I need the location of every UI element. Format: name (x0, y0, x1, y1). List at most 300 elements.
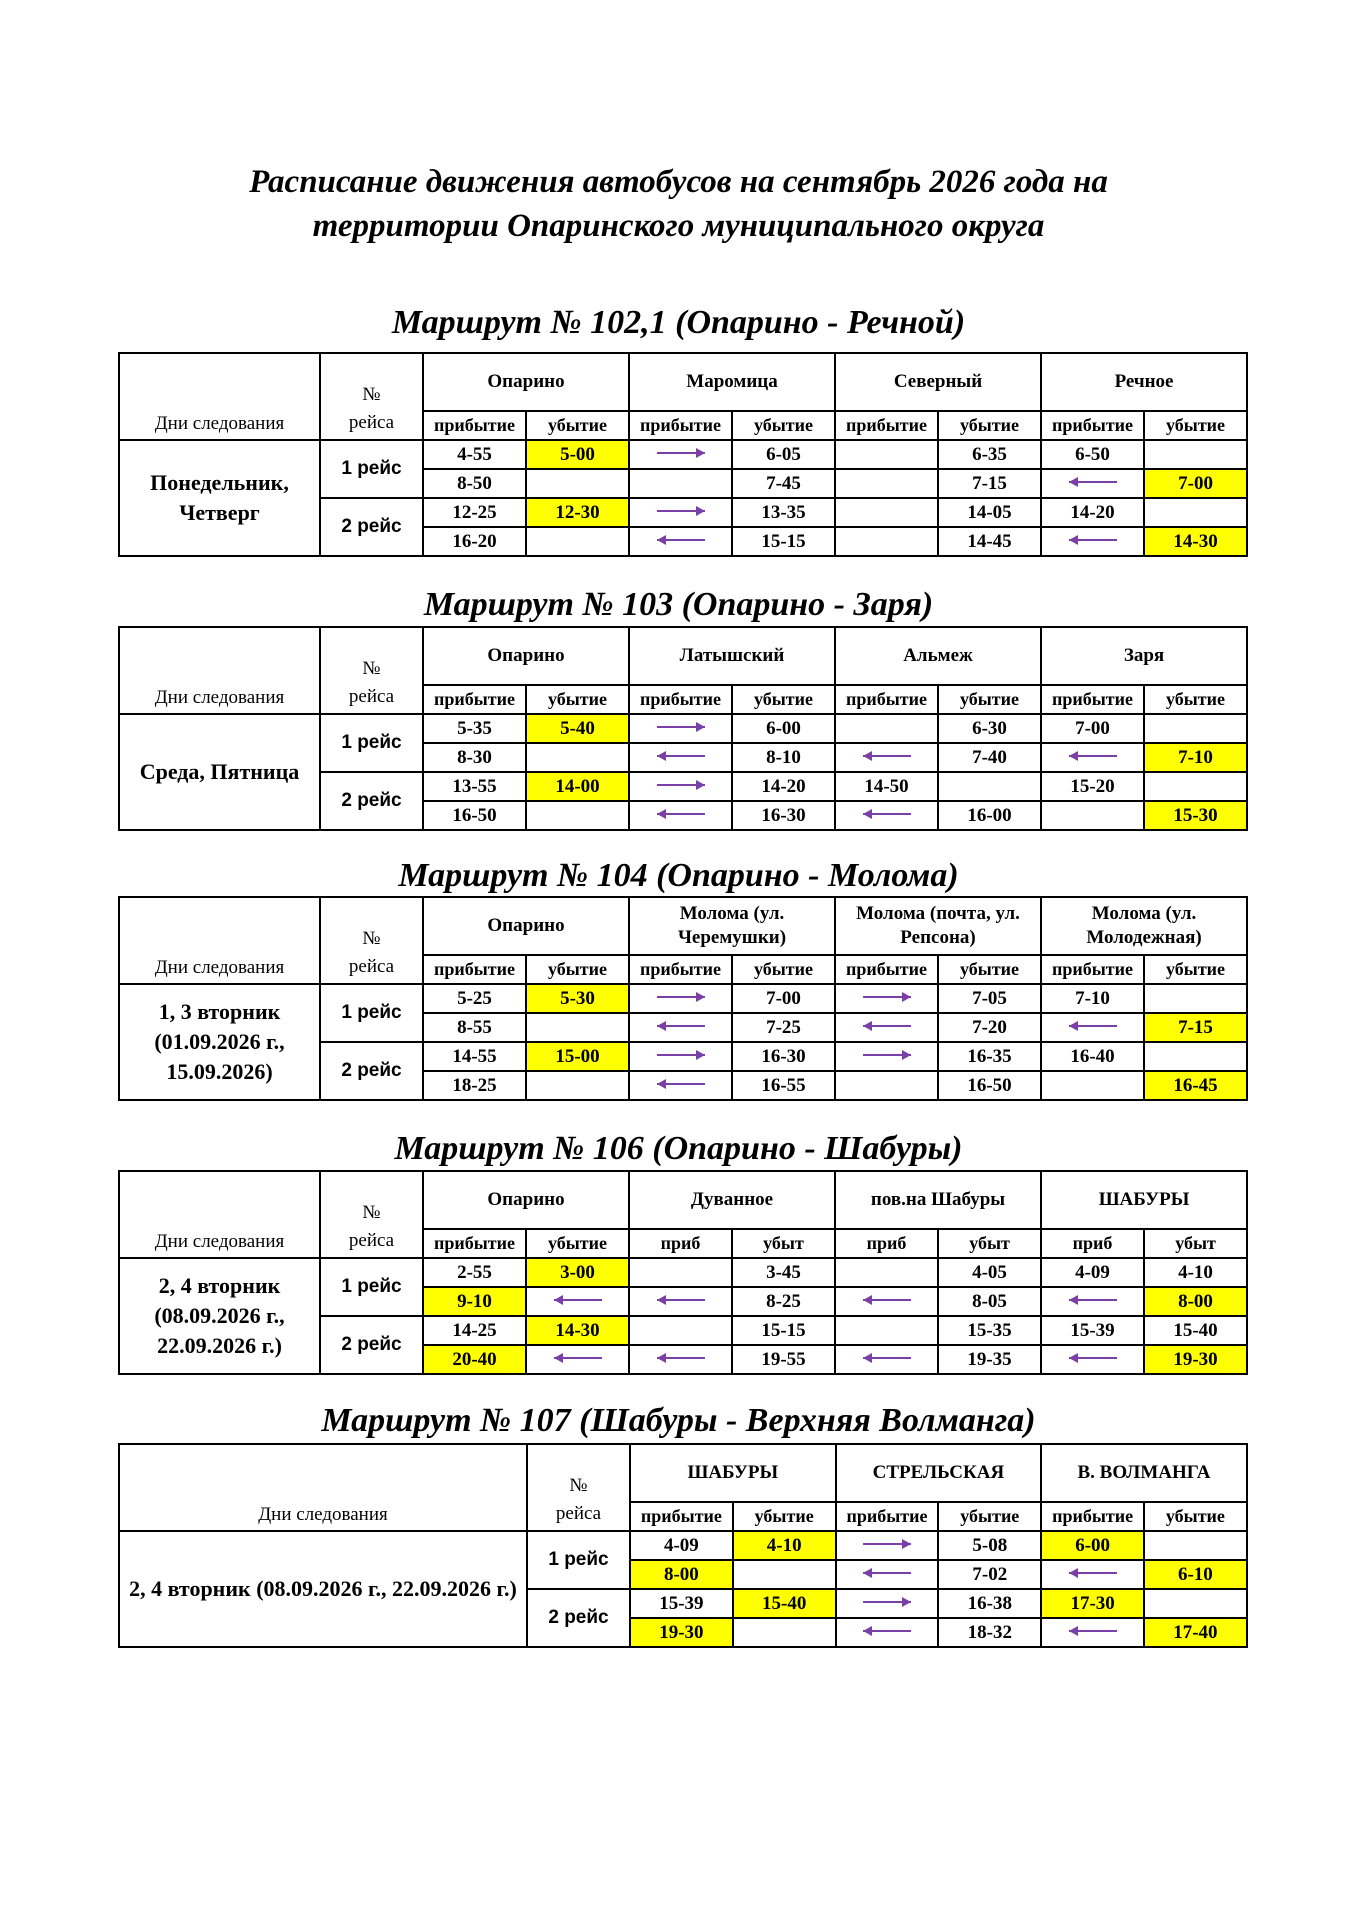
days-header: Дни следования (119, 627, 320, 714)
arrow-right-icon (859, 1048, 915, 1062)
trip-number-header (527, 1444, 630, 1531)
time-cell: 15-15 (732, 1316, 835, 1345)
arrow-left-icon (1065, 1019, 1121, 1033)
arrow-right-icon (653, 778, 709, 792)
trip-number-label: рейса (348, 686, 395, 707)
time-cell (1144, 714, 1247, 743)
time-cell: 12-25 (423, 498, 526, 527)
column-header: приб (1041, 1229, 1144, 1258)
trip-number: 2 рейс (320, 1316, 423, 1374)
column-header: убытие (732, 411, 835, 440)
column-header: убытие (526, 955, 629, 984)
time-cell: 14-30 (1144, 527, 1247, 556)
direction-arrow-cell (1041, 1345, 1144, 1374)
column-header: прибытие (629, 411, 732, 440)
direction-arrow-cell (629, 984, 732, 1013)
trip-number-label: рейса (348, 1230, 395, 1251)
time-cell (526, 1013, 629, 1042)
trip-number-label: рейса (348, 412, 395, 433)
time-cell (733, 1560, 836, 1589)
column-header: прибытие (836, 1502, 939, 1531)
time-cell (835, 1258, 938, 1287)
time-cell: 15-40 (733, 1589, 836, 1618)
schedule-table (118, 896, 1248, 1101)
trip-number-header (320, 897, 423, 984)
time-cell: 16-20 (423, 527, 526, 556)
arrow-left-icon (859, 749, 915, 763)
time-cell: 7-00 (732, 984, 835, 1013)
time-cell: 4-05 (938, 1258, 1041, 1287)
column-header: убытие (1144, 1502, 1247, 1531)
column-header: прибытие (1041, 411, 1144, 440)
column-header: убыт (938, 1229, 1041, 1258)
days-header: Дни следования (119, 353, 320, 440)
days-of-service: 2, 4 вторник (08.09.2026 г., 22.09.2026 г.) (119, 1258, 320, 1374)
stop-header: Молома (почта, ул. Репсона) (835, 897, 1041, 955)
stop-header: пов.на Шабуры (835, 1171, 1041, 1229)
route-107-table (118, 1443, 1246, 1648)
schedule-table (118, 626, 1248, 831)
time-cell: 19-30 (1144, 1345, 1247, 1374)
time-cell: 19-35 (938, 1345, 1041, 1374)
direction-arrow-cell (836, 1531, 939, 1560)
trip-number-symbol: № (362, 928, 381, 949)
column-header: убыт (732, 1229, 835, 1258)
time-cell: 5-35 (423, 714, 526, 743)
route-102-title: Маршрут № 102,1 (Опарино - Речной) (391, 304, 966, 341)
arrow-left-icon (1065, 749, 1121, 763)
header-row (119, 1171, 1247, 1229)
time-cell: 7-00 (1144, 469, 1247, 498)
route-104-table (118, 896, 1246, 1101)
column-header: убытие (733, 1502, 836, 1531)
time-cell (835, 440, 938, 469)
time-cell (629, 1258, 732, 1287)
direction-arrow-cell (835, 1345, 938, 1374)
days-header: Дни следования (119, 897, 320, 984)
route-103-table (118, 626, 1246, 831)
page-title-line-2: территории Опаринского муниципального округа (312, 208, 1045, 244)
route-104-title: Маршрут № 104 (Опарино - Молома) (398, 857, 959, 894)
arrow-right-icon (859, 1595, 915, 1609)
time-cell: 15-39 (1041, 1316, 1144, 1345)
time-cell: 7-05 (938, 984, 1041, 1013)
column-header: прибытие (1041, 1502, 1144, 1531)
time-cell: 14-20 (732, 772, 835, 801)
time-cell (526, 801, 629, 830)
stop-header: Северный (835, 353, 1041, 411)
direction-arrow-cell (835, 984, 938, 1013)
time-cell: 3-45 (732, 1258, 835, 1287)
trip-number-header (320, 353, 423, 440)
time-cell: 6-05 (732, 440, 835, 469)
direction-arrow-cell (1041, 527, 1144, 556)
time-cell: 14-00 (526, 772, 629, 801)
direction-arrow-cell (835, 743, 938, 772)
time-cell: 16-30 (732, 1042, 835, 1071)
time-cell (1144, 1042, 1247, 1071)
stop-header: Опарино (423, 1171, 629, 1229)
arrow-left-icon (653, 1293, 709, 1307)
time-cell: 7-40 (938, 743, 1041, 772)
column-header: убытие (938, 955, 1041, 984)
column-header: прибытие (629, 955, 732, 984)
arrow-left-icon (1065, 1566, 1121, 1580)
time-cell: 4-55 (423, 440, 526, 469)
header-row (119, 897, 1247, 955)
table-row (119, 1258, 1247, 1287)
route-106-title: Маршрут № 106 (Опарино - Шабуры) (394, 1130, 963, 1167)
time-cell (526, 743, 629, 772)
time-cell: 15-20 (1041, 772, 1144, 801)
trip-number-symbol: № (362, 384, 381, 405)
trip-number-label: рейса (555, 1503, 602, 1524)
time-cell (835, 469, 938, 498)
days-header: Дни следования (119, 1171, 320, 1258)
time-cell (1041, 1071, 1144, 1100)
column-header: убытие (1144, 685, 1247, 714)
time-cell: 8-00 (1144, 1287, 1247, 1316)
direction-arrow-cell (629, 1287, 732, 1316)
days-of-service: Понедельник, Четверг (119, 440, 320, 556)
time-cell: 13-35 (732, 498, 835, 527)
time-cell: 4-09 (630, 1531, 733, 1560)
time-cell (835, 498, 938, 527)
direction-arrow-cell (836, 1618, 939, 1647)
time-cell: 5-08 (938, 1531, 1041, 1560)
arrow-left-icon (550, 1293, 606, 1307)
time-cell: 8-30 (423, 743, 526, 772)
trip-number: 2 рейс (320, 498, 423, 556)
column-header: убытие (732, 955, 835, 984)
time-cell (629, 469, 732, 498)
stop-header: Речное (1041, 353, 1247, 411)
stop-header: Маромица (629, 353, 835, 411)
column-header: прибытие (423, 411, 526, 440)
time-cell: 14-30 (526, 1316, 629, 1345)
header-row (119, 1444, 1247, 1502)
stop-header: Молома (ул. Молодежная) (1041, 897, 1247, 955)
time-cell: 16-38 (938, 1589, 1041, 1618)
direction-arrow-cell (1041, 469, 1144, 498)
arrow-left-icon (1065, 533, 1121, 547)
time-cell: 2-55 (423, 1258, 526, 1287)
time-cell (835, 1316, 938, 1345)
stop-header: Опарино (423, 627, 629, 685)
time-cell: 16-50 (423, 801, 526, 830)
arrow-left-icon (859, 1351, 915, 1365)
arrow-right-icon (653, 504, 709, 518)
trip-number-symbol: № (362, 1202, 381, 1223)
time-cell: 19-55 (732, 1345, 835, 1374)
time-cell: 14-20 (1041, 498, 1144, 527)
time-cell: 8-05 (938, 1287, 1041, 1316)
header-row (119, 627, 1247, 685)
time-cell: 3-00 (526, 1258, 629, 1287)
time-cell: 4-09 (1041, 1258, 1144, 1287)
time-cell (835, 714, 938, 743)
stop-header: ШАБУРЫ (630, 1444, 836, 1502)
days-header: Дни следования (119, 1444, 527, 1531)
header-row (119, 353, 1247, 411)
time-cell: 6-10 (1144, 1560, 1247, 1589)
arrow-left-icon (859, 1293, 915, 1307)
arrow-left-icon (859, 1624, 915, 1638)
direction-arrow-cell (629, 1071, 732, 1100)
days-of-service: Среда, Пятница (119, 714, 320, 830)
direction-arrow-cell (629, 1042, 732, 1071)
trip-number: 1 рейс (320, 1258, 423, 1316)
direction-arrow-cell (1041, 743, 1144, 772)
direction-arrow-cell (1041, 1618, 1144, 1647)
direction-arrow-cell (1041, 1013, 1144, 1042)
column-header: приб (835, 1229, 938, 1258)
time-cell: 15-39 (630, 1589, 733, 1618)
arrow-left-icon (859, 807, 915, 821)
column-header: убытие (938, 411, 1041, 440)
direction-arrow-cell (629, 440, 732, 469)
arrow-right-icon (859, 990, 915, 1004)
time-cell: 4-10 (733, 1531, 836, 1560)
column-header: убытие (526, 685, 629, 714)
trip-number-header (320, 627, 423, 714)
time-cell (733, 1618, 836, 1647)
trip-number-header (320, 1171, 423, 1258)
column-header: прибытие (423, 1229, 526, 1258)
time-cell: 15-30 (1144, 801, 1247, 830)
time-cell: 14-55 (423, 1042, 526, 1071)
stop-header: Заря (1041, 627, 1247, 685)
time-cell (938, 772, 1041, 801)
table-row (119, 1531, 1247, 1560)
trip-number: 1 рейс (527, 1531, 630, 1589)
arrow-left-icon (859, 1566, 915, 1580)
direction-arrow-cell (629, 772, 732, 801)
trip-number: 1 рейс (320, 984, 423, 1042)
time-cell: 12-30 (526, 498, 629, 527)
arrow-right-icon (653, 446, 709, 460)
arrow-left-icon (859, 1019, 915, 1033)
table-row (119, 984, 1247, 1013)
column-header: убытие (1144, 955, 1247, 984)
arrow-right-icon (653, 1048, 709, 1062)
time-cell (1144, 440, 1247, 469)
time-cell: 18-25 (423, 1071, 526, 1100)
arrow-right-icon (653, 990, 709, 1004)
time-cell (1144, 1531, 1247, 1560)
column-header: убытие (526, 411, 629, 440)
direction-arrow-cell (629, 801, 732, 830)
time-cell: 14-05 (938, 498, 1041, 527)
time-cell: 5-00 (526, 440, 629, 469)
stop-header: Альмеж (835, 627, 1041, 685)
time-cell: 17-30 (1041, 1589, 1144, 1618)
arrow-left-icon (1065, 1624, 1121, 1638)
direction-arrow-cell (1041, 1287, 1144, 1316)
time-cell: 7-02 (938, 1560, 1041, 1589)
time-cell: 8-55 (423, 1013, 526, 1042)
column-header: прибытие (1041, 955, 1144, 984)
table-row (119, 714, 1247, 743)
stop-header: Молома (ул. Черемушки) (629, 897, 835, 955)
time-cell (526, 469, 629, 498)
time-cell: 16-55 (732, 1071, 835, 1100)
time-cell: 16-35 (938, 1042, 1041, 1071)
schedule-table (118, 1443, 1248, 1648)
time-cell: 6-35 (938, 440, 1041, 469)
direction-arrow-cell (629, 743, 732, 772)
time-cell: 16-00 (938, 801, 1041, 830)
column-header: прибытие (1041, 685, 1144, 714)
direction-arrow-cell (836, 1589, 939, 1618)
arrow-left-icon (653, 749, 709, 763)
column-header: убытие (938, 685, 1041, 714)
route-107-title: Маршрут № 107 (Шабуры - Верхняя Волманга) (321, 1402, 1036, 1439)
time-cell (526, 1071, 629, 1100)
stop-header: СТРЕЛЬСКАЯ (836, 1444, 1042, 1502)
time-cell (1144, 772, 1247, 801)
time-cell: 19-30 (630, 1618, 733, 1647)
direction-arrow-cell (526, 1345, 629, 1374)
time-cell: 7-15 (938, 469, 1041, 498)
time-cell: 15-40 (1144, 1316, 1247, 1345)
page-title (0, 160, 1357, 248)
time-cell (1041, 801, 1144, 830)
schedule-table (118, 1170, 1248, 1375)
direction-arrow-cell (835, 1287, 938, 1316)
time-cell: 16-45 (1144, 1071, 1247, 1100)
direction-arrow-cell (629, 1013, 732, 1042)
time-cell: 16-40 (1041, 1042, 1144, 1071)
time-cell: 14-45 (938, 527, 1041, 556)
time-cell: 15-35 (938, 1316, 1041, 1345)
days-of-service: 2, 4 вторник (08.09.2026 г., 22.09.2026 г.) (119, 1531, 527, 1647)
stop-header: Дуванное (629, 1171, 835, 1229)
direction-arrow-cell (1041, 1560, 1144, 1589)
time-cell (1144, 1589, 1247, 1618)
arrow-right-icon (859, 1537, 915, 1551)
direction-arrow-cell (526, 1287, 629, 1316)
time-cell: 6-30 (938, 714, 1041, 743)
time-cell: 8-10 (732, 743, 835, 772)
table-row (119, 440, 1247, 469)
time-cell: 7-15 (1144, 1013, 1247, 1042)
route-102-table (118, 352, 1246, 557)
column-header: убытие (938, 1502, 1041, 1531)
time-cell: 17-40 (1144, 1618, 1247, 1647)
time-cell: 5-25 (423, 984, 526, 1013)
trip-number-label: рейса (348, 956, 395, 977)
time-cell: 5-30 (526, 984, 629, 1013)
column-header: убыт (1144, 1229, 1247, 1258)
days-of-service: 1, 3 вторник (01.09.2026 г., 15.09.2026) (119, 984, 320, 1100)
time-cell (835, 527, 938, 556)
stop-header: Опарино (423, 353, 629, 411)
column-header: убытие (732, 685, 835, 714)
time-cell: 5-40 (526, 714, 629, 743)
column-header: убытие (526, 1229, 629, 1258)
time-cell: 8-00 (630, 1560, 733, 1589)
direction-arrow-cell (835, 1013, 938, 1042)
stop-header: В. ВОЛМАНГА (1041, 1444, 1247, 1502)
column-header: убытие (1144, 411, 1247, 440)
direction-arrow-cell (629, 1345, 732, 1374)
stop-header: Опарино (423, 897, 629, 955)
column-header: прибытие (835, 411, 938, 440)
arrow-left-icon (653, 533, 709, 547)
time-cell: 14-25 (423, 1316, 526, 1345)
time-cell: 18-32 (938, 1618, 1041, 1647)
time-cell: 16-30 (732, 801, 835, 830)
trip-number-symbol: № (362, 658, 381, 679)
column-header: прибытие (629, 685, 732, 714)
column-header: прибытие (423, 955, 526, 984)
time-cell: 7-00 (1041, 714, 1144, 743)
time-cell: 6-50 (1041, 440, 1144, 469)
arrow-left-icon (653, 807, 709, 821)
time-cell: 4-10 (1144, 1258, 1247, 1287)
stop-header: ШАБУРЫ (1041, 1171, 1247, 1229)
column-header: приб (629, 1229, 732, 1258)
time-cell: 20-40 (423, 1345, 526, 1374)
schedule-table (118, 352, 1248, 557)
trip-number: 2 рейс (527, 1589, 630, 1647)
time-cell: 14-50 (835, 772, 938, 801)
time-cell: 7-10 (1144, 743, 1247, 772)
arrow-left-icon (653, 1351, 709, 1365)
direction-arrow-cell (835, 801, 938, 830)
time-cell: 16-50 (938, 1071, 1041, 1100)
trip-number-symbol: № (569, 1475, 588, 1496)
time-cell: 7-45 (732, 469, 835, 498)
direction-arrow-cell (836, 1560, 939, 1589)
time-cell (835, 1071, 938, 1100)
time-cell: 15-15 (732, 527, 835, 556)
arrow-left-icon (1065, 1293, 1121, 1307)
time-cell: 6-00 (732, 714, 835, 743)
trip-number: 2 рейс (320, 772, 423, 830)
trip-number: 1 рейс (320, 440, 423, 498)
time-cell (1144, 984, 1247, 1013)
column-header: прибытие (835, 685, 938, 714)
arrow-left-icon (1065, 475, 1121, 489)
time-cell: 8-25 (732, 1287, 835, 1316)
time-cell: 9-10 (423, 1287, 526, 1316)
arrow-right-icon (653, 720, 709, 734)
arrow-left-icon (653, 1077, 709, 1091)
time-cell: 8-50 (423, 469, 526, 498)
time-cell: 7-20 (938, 1013, 1041, 1042)
direction-arrow-cell (629, 527, 732, 556)
direction-arrow-cell (629, 498, 732, 527)
time-cell: 7-10 (1041, 984, 1144, 1013)
column-header: прибытие (835, 955, 938, 984)
time-cell (629, 1316, 732, 1345)
arrow-left-icon (550, 1351, 606, 1365)
time-cell: 13-55 (423, 772, 526, 801)
trip-number: 1 рейс (320, 714, 423, 772)
time-cell (526, 527, 629, 556)
route-106-table (118, 1170, 1246, 1375)
time-cell: 6-00 (1041, 1531, 1144, 1560)
direction-arrow-cell (629, 714, 732, 743)
arrow-left-icon (1065, 1351, 1121, 1365)
time-cell: 15-00 (526, 1042, 629, 1071)
direction-arrow-cell (835, 1042, 938, 1071)
stop-header: Латышский (629, 627, 835, 685)
time-cell: 7-25 (732, 1013, 835, 1042)
trip-number: 2 рейс (320, 1042, 423, 1100)
